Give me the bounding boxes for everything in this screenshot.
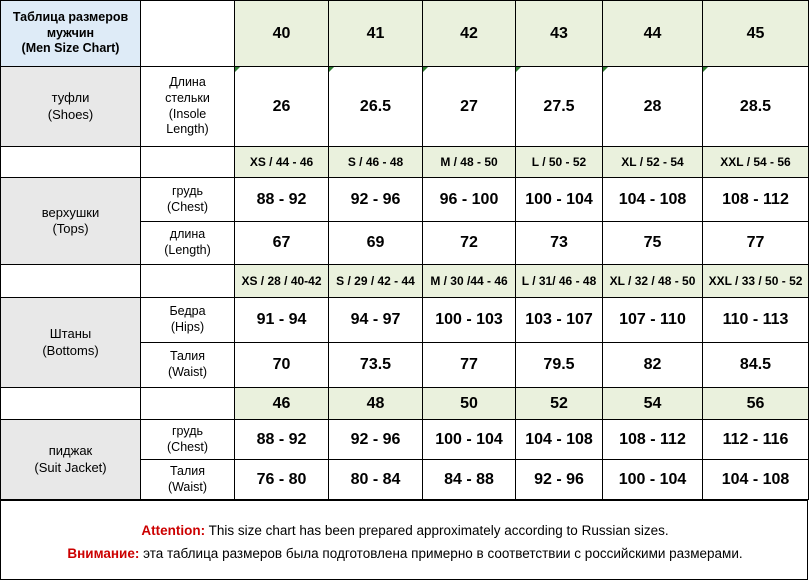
shoes-row <box>1 67 809 147</box>
jacket-waist-value: 100 - 104 <box>603 460 703 500</box>
waist-label-en: (Waist) <box>167 479 208 494</box>
tops-size-label: XS / 44 - 46 <box>235 147 329 178</box>
hips-label-ru: Бедра <box>169 304 206 319</box>
header-size: 45 <box>703 1 809 67</box>
jacket-size: 56 <box>703 388 809 420</box>
bottoms-waist-value: 79.5 <box>516 343 603 388</box>
jacket-chest-value: 92 - 96 <box>329 420 423 460</box>
hips-label <box>141 298 235 343</box>
category-name-ru: Штаны <box>49 326 92 342</box>
tops-length-value: 72 <box>423 222 516 265</box>
chest-label-en: (Chest) <box>167 439 208 454</box>
bottoms-size-label: M / 30 /44 - 46 <box>423 265 516 298</box>
waist-label <box>141 460 235 500</box>
jacket-size: 54 <box>603 388 703 420</box>
blank-cell <box>141 265 235 298</box>
attention-note-en <box>1 523 809 538</box>
bottoms-size-label: XS / 28 / 40-42 <box>235 265 329 298</box>
tops-size-label: M / 48 - 50 <box>423 147 516 178</box>
bottoms-waist-value: 77 <box>423 343 516 388</box>
jacket-size-row <box>1 388 809 420</box>
tops-chest-row <box>1 178 809 222</box>
bottoms-size-label: XXL / 33 / 50 - 52 <box>703 265 809 298</box>
jacket-size: 52 <box>516 388 603 420</box>
jacket-category <box>1 420 141 500</box>
blank-cell <box>1 147 141 178</box>
insole-length-value: 28.5 <box>703 67 809 147</box>
jacket-waist-value: 76 - 80 <box>235 460 329 500</box>
tops-length-value: 77 <box>703 222 809 265</box>
tops-chest-value: 100 - 104 <box>516 178 603 222</box>
insole-length-value: 28 <box>603 67 703 147</box>
attention-text-ru: эта таблица размеров была подготовлена примерно в соответствии с российскими размерами. <box>139 546 743 561</box>
jacket-chest-value: 108 - 112 <box>603 420 703 460</box>
tops-chest-value: 88 - 92 <box>235 178 329 222</box>
jacket-size: 46 <box>235 388 329 420</box>
chart-title-line3: (Men Size Chart) <box>21 41 120 56</box>
insole-length-value: 27 <box>423 67 516 147</box>
category-name-en: (Bottoms) <box>42 342 99 358</box>
bottoms-size-label: XL / 32 / 48 - 50 <box>603 265 703 298</box>
attention-text-en: This size chart has been prepared approximately according to Russian sizes. <box>205 523 669 538</box>
blank-cell <box>141 147 235 178</box>
header-size: 41 <box>329 1 423 67</box>
bottoms-hips-row <box>1 298 809 343</box>
bottoms-hips-value: 110 - 113 <box>703 298 809 343</box>
bottoms-size-label: S / 29 / 42 - 44 <box>329 265 423 298</box>
category-name-ru: верхушки <box>41 204 100 220</box>
chest-label-en: (Chest) <box>167 199 208 214</box>
jacket-waist-value: 80 - 84 <box>329 460 423 500</box>
chest-label <box>141 420 235 460</box>
attention-label-ru: Внимание: <box>67 546 140 561</box>
shoes-category <box>1 67 141 147</box>
bottoms-hips-value: 94 - 97 <box>329 298 423 343</box>
bottoms-waist-value: 84.5 <box>703 343 809 388</box>
insole-length-value: 26.5 <box>329 67 423 147</box>
category-name-en: (Tops) <box>52 221 89 236</box>
attention-label-en: Attention: <box>141 523 206 538</box>
jacket-waist-value: 92 - 96 <box>516 460 603 500</box>
tops-chest-value: 96 - 100 <box>423 178 516 222</box>
tops-size-label: S / 46 - 48 <box>329 147 423 178</box>
insole-length-label <box>141 67 235 147</box>
tops-size-row <box>1 147 809 178</box>
header-size: 44 <box>603 1 703 67</box>
blank-cell <box>1 388 141 420</box>
waist-label-ru: Талия <box>169 463 206 478</box>
chart-title-line1: Таблица размеров <box>12 10 129 25</box>
insole-label-line: Length) <box>166 122 209 137</box>
hips-label-en: (Hips) <box>170 320 205 334</box>
bottoms-hips-value: 91 - 94 <box>235 298 329 343</box>
length-label <box>141 222 235 265</box>
attention-footer <box>0 500 808 580</box>
blank-cell <box>141 388 235 420</box>
header-blank-cell <box>141 1 235 67</box>
bottoms-size-label: L / 31/ 46 - 48 <box>516 265 603 298</box>
header-size: 43 <box>516 1 603 67</box>
bottoms-size-row <box>1 265 809 298</box>
length-label-en: (Length) <box>164 243 211 257</box>
jacket-waist-value: 104 - 108 <box>703 460 809 500</box>
bottoms-hips-value: 103 - 107 <box>516 298 603 343</box>
tops-length-value: 75 <box>603 222 703 265</box>
tops-length-value: 69 <box>329 222 423 265</box>
blank-cell <box>1 265 141 298</box>
insole-label-line: (Insole <box>168 106 207 121</box>
category-name-en: (Suit Jacket) <box>34 459 107 475</box>
bottoms-waist-value: 82 <box>603 343 703 388</box>
bottoms-waist-value: 70 <box>235 343 329 388</box>
jacket-chest-value: 104 - 108 <box>516 420 603 460</box>
jacket-chest-value: 112 - 116 <box>703 420 809 460</box>
tops-category <box>1 178 141 265</box>
jacket-size: 48 <box>329 388 423 420</box>
bottoms-hips-value: 100 - 103 <box>423 298 516 343</box>
insole-length-value: 27.5 <box>516 67 603 147</box>
tops-chest-value: 104 - 108 <box>603 178 703 222</box>
category-name-en: (Shoes) <box>47 106 94 122</box>
tops-size-label: XXL / 54 - 56 <box>703 147 809 178</box>
insole-label-line: стельки <box>165 90 210 105</box>
tops-chest-value: 92 - 96 <box>329 178 423 222</box>
category-name-ru: пиджак <box>48 443 93 459</box>
bottoms-waist-value: 73.5 <box>329 343 423 388</box>
insole-length-value: 26 <box>235 67 329 147</box>
jacket-chest-value: 100 - 104 <box>423 420 516 460</box>
tops-size-label: XL / 52 - 54 <box>603 147 703 178</box>
tops-length-value: 73 <box>516 222 603 265</box>
jacket-chest-value: 88 - 92 <box>235 420 329 460</box>
length-label-ru: длина <box>169 227 206 242</box>
jacket-waist-value: 84 - 88 <box>423 460 516 500</box>
tops-length-value: 67 <box>235 222 329 265</box>
waist-label-ru: Талия <box>169 349 206 364</box>
header-size: 40 <box>235 1 329 67</box>
waist-label <box>141 343 235 388</box>
jacket-chest-row <box>1 420 809 460</box>
insole-label-line: Длина <box>169 75 206 90</box>
bottoms-category <box>1 298 141 388</box>
tops-size-label: L / 50 - 52 <box>516 147 603 178</box>
tops-chest-value: 108 - 112 <box>703 178 809 222</box>
chart-title <box>1 1 141 67</box>
chest-label <box>141 178 235 222</box>
chest-label-ru: грудь <box>171 423 203 438</box>
header-row <box>1 1 809 67</box>
bottoms-hips-value: 107 - 110 <box>603 298 703 343</box>
chart-title-line2: мужчин <box>46 25 95 40</box>
header-size: 42 <box>423 1 516 67</box>
category-name-ru: туфли <box>51 90 90 106</box>
jacket-size: 50 <box>423 388 516 420</box>
chest-label-ru: грудь <box>171 183 203 198</box>
waist-label-en: (Waist) <box>167 365 208 379</box>
attention-note-ru <box>1 546 809 561</box>
